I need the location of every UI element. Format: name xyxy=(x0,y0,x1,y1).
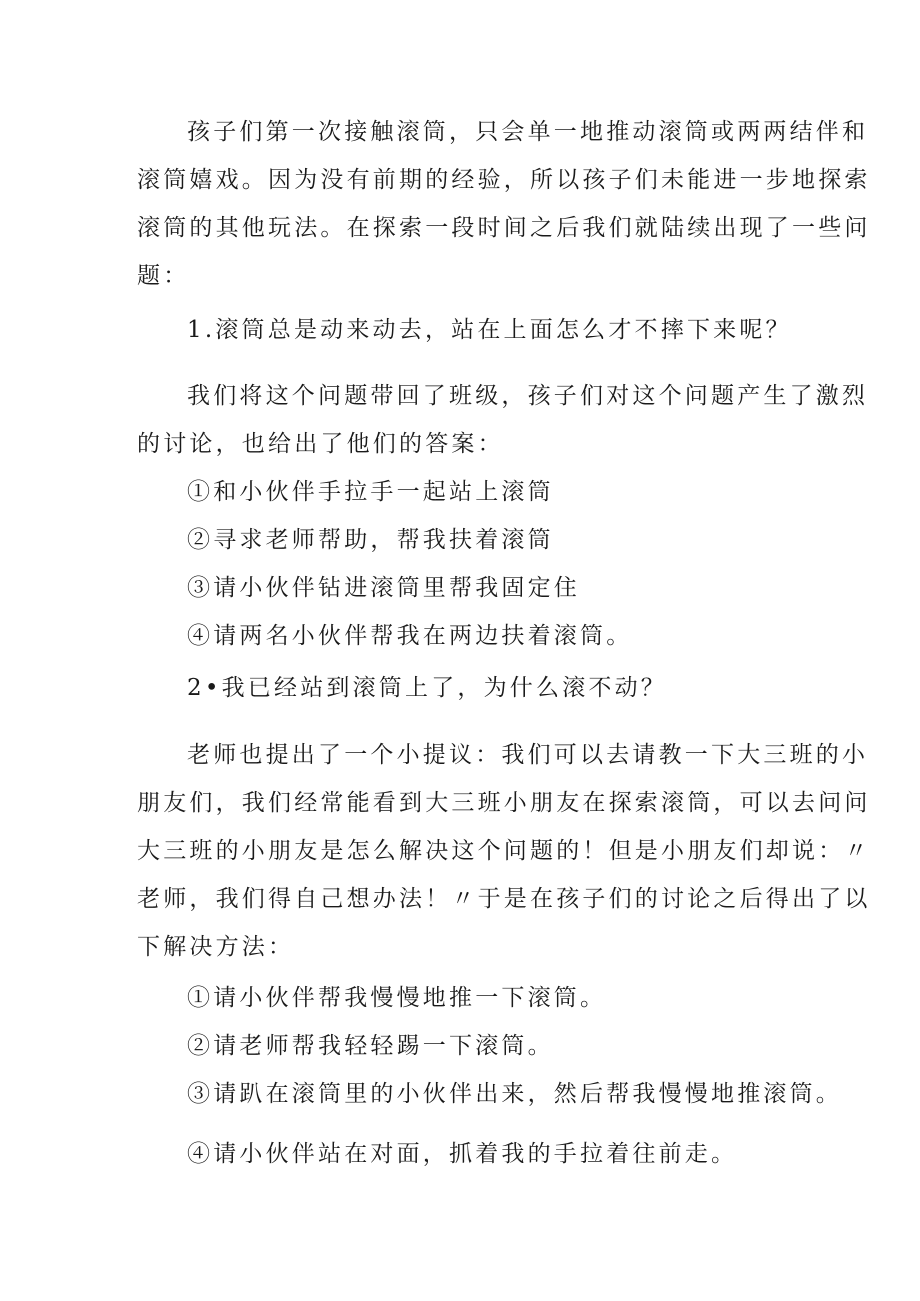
answer-list-2-item-4: ④请小伙伴站在对面，抓着我的手拉着往前走。 xyxy=(187,1141,738,1167)
question-1-heading: 1.滚筒总是动来动去，站在上面怎么才不摔下来呢？ xyxy=(187,317,792,343)
paragraph-3-line-5: 下解决方法： xyxy=(137,934,295,960)
answer-list-1-item-2: ②寻求老师帮助，帮我扶着滚筒 xyxy=(187,527,554,553)
paragraph-3-line-1: 老师也提出了一个小提议：我们可以去请教一下大三班的小 xyxy=(187,742,869,768)
paragraph-1-line-2: 滚筒嬉戏。因为没有前期的经验，所以孩子们未能进一步地探索 xyxy=(137,167,871,193)
paragraph-1-line-1: 孩子们第一次接触滚筒，只会单一地推动滚筒或两两结伴和 xyxy=(187,119,869,145)
paragraph-3-line-2: 朋友们，我们经常能看到大三班小朋友在探索滚筒，可以去问问 xyxy=(137,790,871,816)
question-2-heading: 2•我已经站到滚筒上了，为什么滚不动？ xyxy=(187,675,667,701)
paragraph-3-line-3: 大三班的小朋友是怎么解决这个问题的！但是小朋友们却说：〃 xyxy=(137,838,871,864)
paragraph-2-line-1: 我们将这个问题带回了班级，孩子们对这个问题产生了激烈 xyxy=(187,383,869,409)
answer-list-1-item-3: ③请小伙伴钻进滚筒里帮我固定住 xyxy=(187,575,580,601)
paragraph-1-line-3: 滚筒的其他玩法。在探索一段时间之后我们就陆续出现了一些问 xyxy=(137,215,871,241)
answer-list-2-item-1: ①请小伙伴帮我慢慢地推一下滚筒。 xyxy=(187,985,607,1011)
answer-list-2-item-3: ③请趴在滚筒里的小伙伴出来，然后帮我慢慢地推滚筒。 xyxy=(187,1081,842,1107)
answer-list-1-item-1: ①和小伙伴手拉手一起站上滚筒 xyxy=(187,479,554,505)
answer-list-1-item-4: ④请两名小伙伴帮我在两边扶着滚筒。 xyxy=(187,623,633,649)
paragraph-2-line-2: 的讨论，也给出了他们的答案： xyxy=(137,431,504,457)
paragraph-3-line-4: 老师，我们得自己想办法！〃于是在孩子们的讨论之后得出了以 xyxy=(137,886,871,912)
paragraph-1-line-4: 题： xyxy=(137,263,190,289)
answer-list-2-item-2: ②请老师帮我轻轻踢一下滚筒。 xyxy=(187,1033,554,1059)
